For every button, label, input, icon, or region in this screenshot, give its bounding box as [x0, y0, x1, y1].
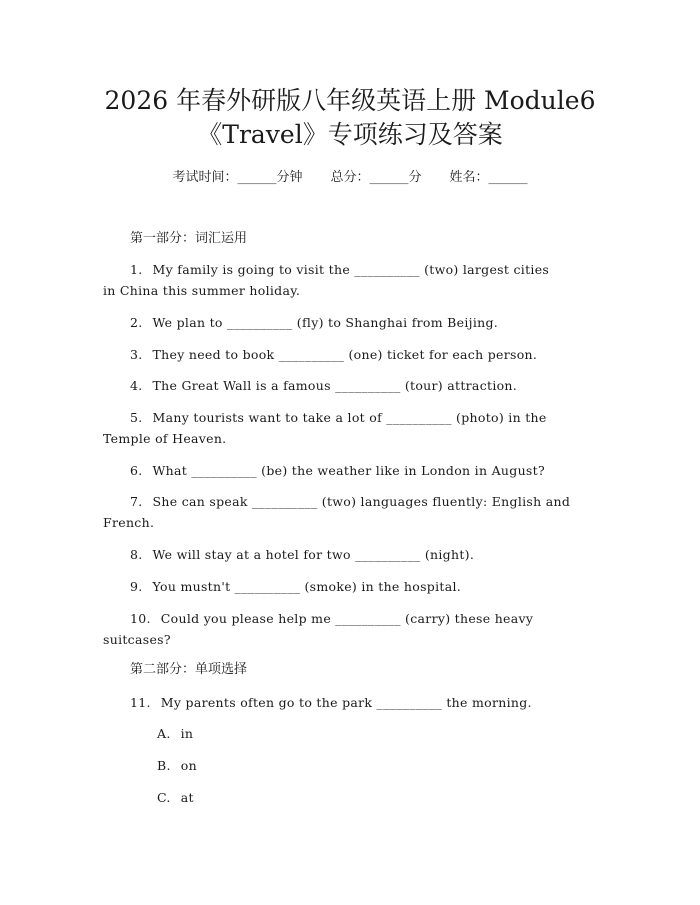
- question-number: 2.: [130, 315, 143, 330]
- question-text: We will stay at a hotel for two __________ (night).: [152, 547, 475, 562]
- question-item: [103, 608, 603, 650]
- question-item: [103, 407, 603, 449]
- question-item: [103, 544, 603, 565]
- document-title-line-2: 《Travel》专项练习及答案: [197, 120, 503, 149]
- question-text: What __________ (be) the weather like in London in August?: [152, 463, 545, 478]
- question-number: 10.: [130, 611, 151, 626]
- question-text: Could you please help me __________ (carry) these heavy: [160, 611, 534, 626]
- option-letter: B.: [157, 758, 171, 773]
- time-blank: ______: [237, 170, 277, 185]
- time-label: 考试时间：: [172, 170, 238, 185]
- question-text-continued: Temple of Heaven.: [103, 431, 227, 446]
- question-item: [103, 375, 603, 396]
- question-text-continued: in China this summer holiday.: [103, 283, 301, 298]
- question-number: 7.: [130, 494, 143, 509]
- question-text: She can speak __________ (two) languages fluently: English and: [152, 494, 571, 509]
- question-text-continued: French.: [103, 515, 155, 530]
- question-number: 1.: [130, 262, 143, 277]
- score-unit: 分: [408, 170, 422, 185]
- section-heading-part2: 第二部分：单项选择: [130, 662, 248, 677]
- question-text: We plan to __________ (fly) to Shanghai from Beijing.: [152, 315, 499, 330]
- question-number: 4.: [130, 378, 143, 393]
- question-item: [103, 460, 603, 481]
- option-item: [157, 788, 194, 808]
- option-text: at: [180, 790, 194, 805]
- option-item: [157, 724, 193, 744]
- question-item: [103, 344, 603, 365]
- name-blank: ______: [488, 170, 528, 185]
- section-heading-part1: 第一部分：词汇运用: [130, 231, 248, 246]
- question-number: 9.: [130, 579, 143, 594]
- option-item: [157, 756, 197, 776]
- question-item: [103, 692, 603, 713]
- question-text: My parents often go to the park __________ the morning.: [160, 695, 532, 710]
- question-number: 3.: [130, 347, 143, 362]
- question-text-continued: suitcases?: [103, 632, 171, 647]
- question-text: The Great Wall is a famous __________ (tour) attraction.: [152, 378, 518, 393]
- question-text: They need to book __________ (one) ticket for each person.: [152, 347, 538, 362]
- exam-info: [0, 168, 700, 188]
- question-item: [103, 491, 603, 533]
- question-item: [103, 576, 603, 597]
- question-item: [103, 259, 603, 301]
- question-text: Many tourists want to take a lot of __________ (photo) in the: [152, 410, 547, 425]
- score-label: 总分：: [330, 170, 370, 185]
- time-unit: 分钟: [276, 170, 303, 185]
- option-letter: C.: [157, 790, 171, 805]
- option-text: on: [180, 758, 197, 773]
- score-blank: ______: [369, 170, 409, 185]
- question-number: 6.: [130, 463, 143, 478]
- question-text: My family is going to visit the __________ (two) largest cities: [152, 262, 550, 277]
- question-item: [103, 312, 603, 333]
- option-letter: A.: [157, 726, 171, 741]
- option-text: in: [180, 726, 194, 741]
- document-title-line-1: 2026 年春外研版八年级英语上册 Module6: [104, 86, 596, 115]
- name-label: 姓名：: [449, 170, 489, 185]
- question-number: 5.: [130, 410, 143, 425]
- question-number: 8.: [130, 547, 143, 562]
- question-number: 11.: [130, 695, 151, 710]
- question-text: You mustn't __________ (smoke) in the hospital.: [152, 579, 462, 594]
